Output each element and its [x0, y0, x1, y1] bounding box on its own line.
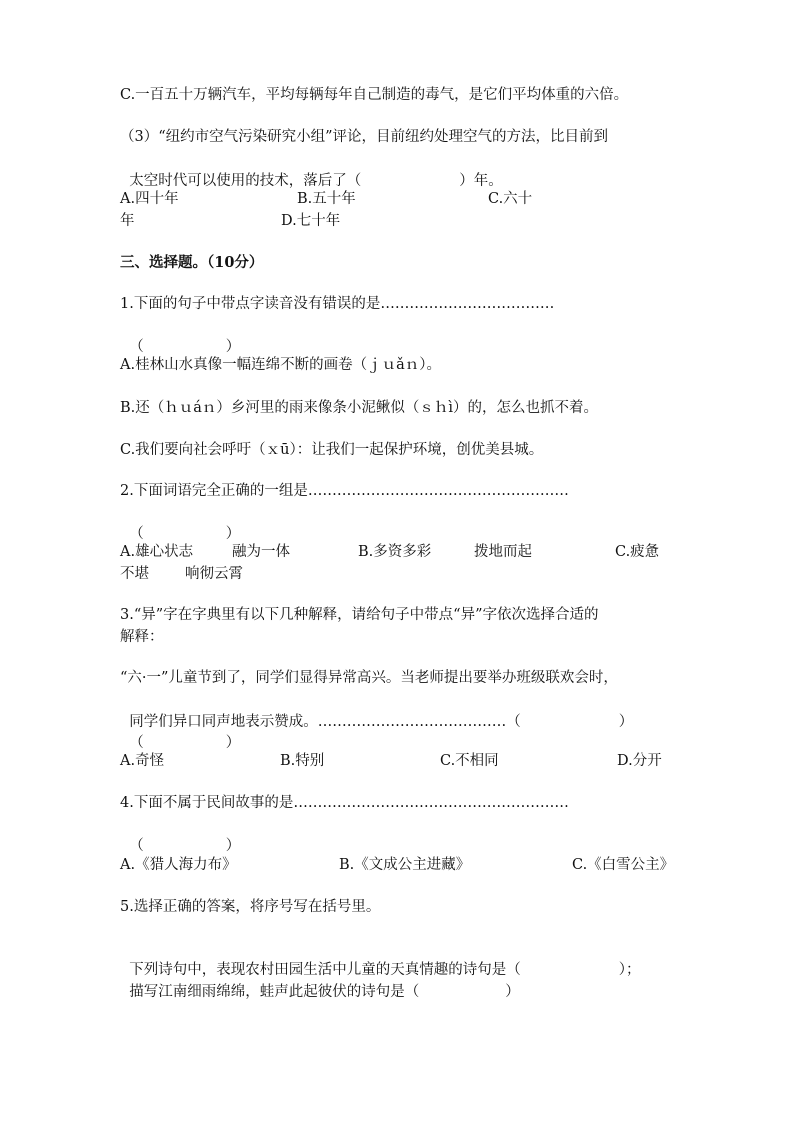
q3-option-b: B.五十年: [297, 191, 356, 207]
question-3-stem-text: 太空时代可以使用的技术，落后了（: [129, 173, 362, 189]
question-3-stem-line1: （3）“纽约市空气污染研究小组”评论，目前纽约处理空气的方法，比目前到: [120, 129, 609, 145]
q3-answer-blank[interactable]: [120, 710, 240, 754]
q2-option-b-2: 拨地而起: [474, 544, 532, 560]
q1-answer-blank[interactable]: [120, 314, 240, 358]
q2-stem: 2.下面词语完全正确的一组是………………………………………………: [120, 483, 569, 499]
q3-stem-line2: 解释：: [120, 629, 164, 645]
paren-close: ）: [225, 526, 241, 542]
q1-option-a: A.桂林山水真像一幅连绵不断的画卷（ｊｕǎｎ）。: [120, 357, 441, 373]
q3-context-text: 同学们异口同声地表示赞成。…………………………………（: [129, 714, 521, 730]
q4-option-b: B.《文成公主进藏》: [339, 857, 471, 873]
q2-option-a-1: A.雄心状志: [120, 544, 194, 560]
question-3-stem-end: ）年。: [459, 173, 503, 189]
q1-stem: 1.下面的句子中带点字读音没有错误的是………………………………: [120, 296, 555, 312]
q3-option-d: D.分开: [617, 753, 662, 769]
q2-answer-blank[interactable]: [120, 501, 240, 545]
paren-close: ）: [618, 714, 634, 730]
q2-option-c-2: 不堪: [120, 566, 149, 582]
q2-option-c-1: C.疲惫: [615, 544, 660, 560]
q5-line1-end: ）；: [618, 962, 641, 978]
q3-option-b: B.特别: [280, 753, 325, 769]
q5-line2-end: ）: [505, 984, 520, 1000]
q3-option-c-wrap: 年: [120, 213, 135, 229]
q1-option-c: C.我们要向社会呼吁（ｘū）：让我们一起保护环境，创优美县城。: [120, 442, 544, 458]
q3-option-a: A.四十年: [120, 191, 179, 207]
paren-open: （: [129, 735, 144, 751]
q3-option-c: C.不相同: [440, 753, 499, 769]
q2-option-b-1: B.多资多彩: [358, 544, 432, 560]
q3-option-d: D.七十年: [281, 213, 341, 229]
paren-close: ）: [225, 735, 241, 751]
paren-open: （: [129, 526, 144, 542]
section-title: 三、选择题。（10分）: [120, 254, 264, 271]
q2-option-c-3: 响彻云霄: [185, 566, 243, 582]
q4-answer-blank[interactable]: [120, 813, 240, 857]
option-c-text: C.一百五十万辆汽车，平均每辆每年自己制造的毒气，是它们平均体重的六倍。: [120, 87, 629, 103]
q4-option-a: A.《猎人海力布》: [120, 857, 237, 873]
q1-option-b: B.还（ｈｕáｎ）乡河里的雨来像条小泥鳅似（ｓｈì）的，怎么也抓不着。: [120, 400, 599, 416]
question-3-stem-line2: [120, 148, 503, 192]
q4-stem: 4.下面不属于民间故事的是…………………………………………………: [120, 795, 569, 811]
q5-line2-text: 描写江南细雨绵绵，蛙声此起彼伏的诗句是（: [129, 984, 420, 1000]
q5-line1-text: 下列诗句中，表现农村田园生活中儿童的天真情趣的诗句是（: [129, 962, 521, 978]
q4-option-c: C.《白雪公主》: [572, 857, 675, 873]
q3-context-line1: “六·一”儿童节到了，同学们显得异常高兴。当老师提出要举办班级联欢会时，: [120, 670, 618, 686]
paren-close: ）: [225, 339, 241, 355]
paren-open: （: [129, 339, 144, 355]
q3-option-a: A.奇怪: [120, 753, 165, 769]
q5-line2: [120, 959, 520, 1003]
q3-option-c: C.六十: [488, 191, 533, 207]
paren-close: ）: [225, 838, 241, 854]
paren-open: （: [129, 838, 144, 854]
q2-option-a-2: 融为一体: [232, 544, 290, 560]
q3-stem-line1: 3.“异”字在字典里有以下几种解释，请给句子中带点“异”字依次选择合适的: [120, 607, 599, 623]
q5-stem: 5.选择正确的答案，将序号写在括号里。: [120, 899, 381, 915]
